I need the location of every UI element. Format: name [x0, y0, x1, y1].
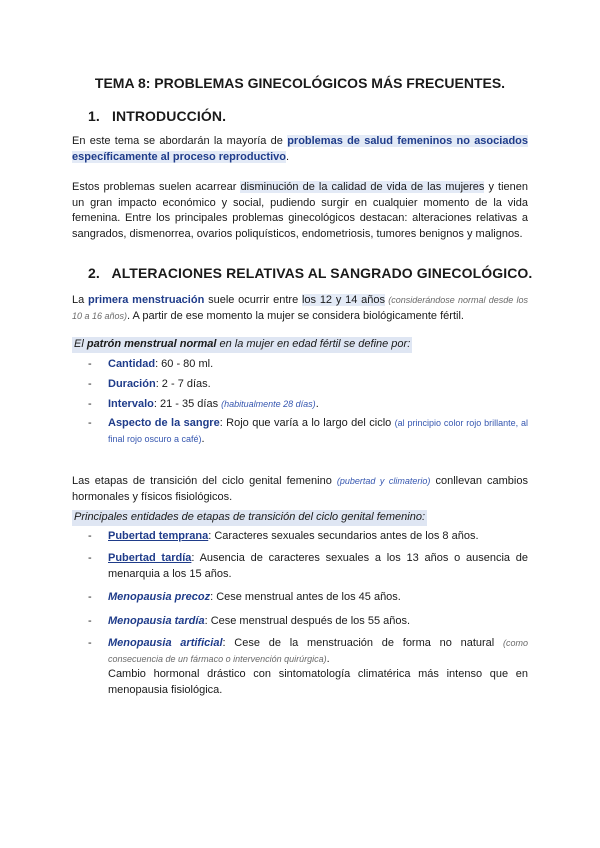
- intro-text-end: y tienen un gran impacto económico y social, pudiendo surgir en cualquier momento de la vida femenina. Entre los principales problemas ginecológicos destacan: alteraciones relativas a sangrados, dismenorrea, ovarios poliquísticos, endometriosis, tumores benignos y malignos.: [72, 181, 528, 240]
- item-text: : 21 - 35 días: [153, 398, 222, 410]
- patron-item-duracion: [88, 377, 528, 393]
- dash-bullet: -: [88, 398, 92, 410]
- menarquia-paragraph: [72, 293, 528, 324]
- section-title: INTRODUCCIÓN.: [112, 108, 227, 124]
- item-text-end: .: [201, 432, 205, 445]
- item-text: : Ausencia de caracteres sexuales a los 13 años o ausencia de menarquia a los 15 años.: [108, 552, 528, 580]
- text: suele ocurrir entre: [204, 294, 302, 306]
- dash-bullet: -: [88, 530, 92, 542]
- transicion-paragraph: [72, 474, 528, 505]
- intro-paragraph-1: [72, 134, 528, 165]
- item-label: Cantidad: [108, 358, 156, 370]
- item-text: : Caracteres sexuales secundarios antes de los 8 años.: [208, 530, 479, 542]
- entidades-subheading: Principales entidades de etapas de transición del ciclo genital femenino:: [72, 510, 427, 526]
- item-text-end: .: [326, 652, 330, 665]
- item-text: : 60 - 80 ml.: [155, 358, 214, 370]
- text: en la mujer en edad fértil se define por:: [216, 338, 411, 350]
- item-text: : 2 - 7 días.: [155, 378, 211, 390]
- entidad-item-menopausia-artificial: [88, 636, 528, 698]
- patron-item-cantidad: [88, 357, 528, 373]
- section-heading-introduccion: [88, 108, 226, 124]
- entidad-item-pubertad-temprana: [88, 529, 528, 545]
- item-text: : Cese menstrual antes de los 45 años.: [210, 591, 401, 603]
- section-heading-sangrado: [88, 265, 532, 281]
- text: conllevan cambios hormonales y físicos fisiológicos.: [72, 475, 528, 503]
- intro-text: Estos problemas suelen acarrear: [72, 181, 241, 193]
- item-text: : Rojo que varía a lo largo del ciclo: [219, 417, 395, 429]
- item-label: Menopausia precoz: [108, 591, 211, 603]
- patron-term: patrón menstrual normal: [86, 338, 217, 350]
- transicion-note: (pubertad y climaterio): [336, 476, 431, 486]
- item-note: (habitualmente 28 días): [221, 399, 316, 409]
- dash-bullet: -: [88, 552, 92, 564]
- item-text: : Cese menstrual después de los 55 años.: [204, 615, 411, 627]
- item-note: (al principio color rojo brillante, al final rojo oscuro a café): [108, 418, 528, 444]
- entidad-item-pubertad-tardia: [88, 551, 528, 582]
- section-number: 1.: [88, 108, 100, 124]
- item-label: Menopausia tardía: [108, 615, 205, 627]
- entidad-item-menopausia-precoz: [88, 590, 528, 606]
- dash-bullet: -: [88, 637, 92, 649]
- dash-bullet: -: [88, 615, 92, 627]
- entidad-item-menopausia-tardia: [88, 614, 528, 630]
- intro-text-end: .: [285, 150, 290, 163]
- dash-bullet: -: [88, 358, 92, 370]
- intro-text: En este tema se abordarán la mayoría de: [72, 135, 288, 147]
- dash-bullet: -: [88, 417, 92, 429]
- patron-item-aspecto: [88, 416, 528, 447]
- item-text-end: .: [315, 398, 319, 410]
- item-label: Duración: [108, 378, 156, 390]
- intro-highlight: problemas de salud femeninos no asociados específicamente al proceso reproductivo: [72, 135, 528, 163]
- document-title: TEMA 8: PROBLEMAS GINECOLÓGICOS MÁS FRECUENTES.: [94, 75, 506, 91]
- item-text: : Cese de la menstruación de forma no natural: [222, 637, 503, 649]
- intro-highlight: disminución de la calidad de vida de las mujeres: [240, 181, 485, 193]
- text: . A partir de ese momento la mujer se considera biológicamente fértil.: [127, 309, 464, 322]
- section-number: 2.: [88, 265, 100, 281]
- item-label: Aspecto de la sangre: [108, 417, 220, 429]
- text: Las etapas de transición del ciclo genital femenino: [72, 475, 337, 487]
- item-extra-text: Cambio hormonal drástico con sintomatología climatérica más intenso que en menopausia fisiológica.: [108, 668, 528, 696]
- age-range-note: (considerándose normal desde los 10 a 16 años): [72, 295, 528, 321]
- text: El: [74, 338, 87, 350]
- patron-item-intervalo: [88, 397, 528, 413]
- section-title: ALTERACIONES RELATIVAS AL SANGRADO GINECOLÓGICO.: [111, 265, 533, 281]
- patron-subheading: [72, 337, 412, 353]
- dash-bullet: -: [88, 591, 92, 603]
- primera-menstruacion-term: primera menstruación: [88, 294, 205, 306]
- age-range-highlight: los 12 y 14 años: [301, 294, 385, 306]
- dash-bullet: -: [88, 378, 92, 390]
- item-label: Pubertad tardía: [108, 552, 192, 564]
- item-label: Menopausia artificial: [108, 637, 223, 649]
- intro-paragraph-2: [72, 180, 528, 242]
- item-label: Intervalo: [108, 398, 154, 410]
- item-note: (como consecuencia de un fármaco o intervención quirúrgica): [108, 638, 528, 664]
- text: La: [72, 294, 89, 306]
- item-label: Pubertad temprana: [108, 530, 209, 542]
